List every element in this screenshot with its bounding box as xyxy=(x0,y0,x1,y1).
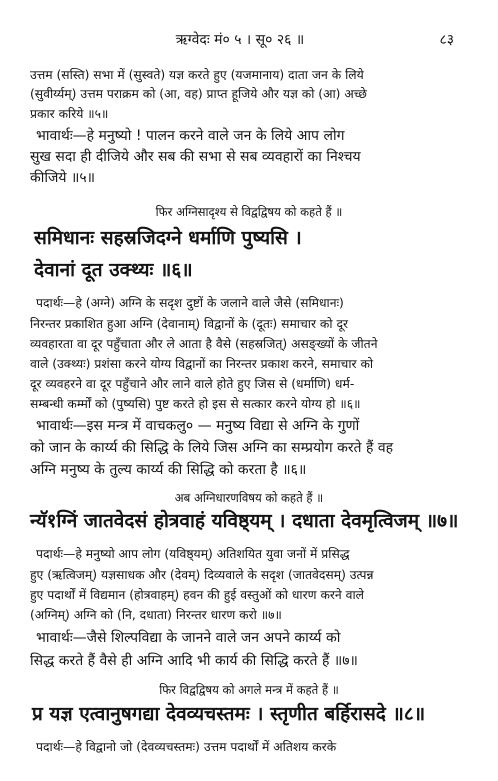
bhavartha-line: अग्नि मनुष्य के तुल्य कार्य्य की सिद्धि को करता है ॥६॥ xyxy=(30,462,307,478)
padartha-line: दूर व्यवहरने वा दूर पहुँचाने और लाने वाले होते हुए जिस से (धर्माणि) धर्म- xyxy=(30,377,355,391)
mantra-line: न्यॅ१ग्निं जातवेदसं होत्रवाहं यविष्ठ्यम् । दधाता देवमृत्विजम् ॥७॥ xyxy=(30,510,459,532)
bhavartha-line: भावार्थः—इस मन्त्र में वाचकलु० — मनुष्य विद्या से अग्नि के गुणों xyxy=(36,418,360,434)
bhavartha-line: सुख सदा ही दीजिये और सब की सभा से सब व्यवहारों का निश्चय xyxy=(30,149,361,165)
padartha-line: हुए (ऋत्विजम्) यज्ञसाधक और (देवम्) दिव्यवाले के सदृश (जातवेदसम्) उत्पन्न xyxy=(30,568,374,582)
padartha-line: व्यवहारता वा दूर पहुँचाता और ले आता है वैसे (सहस्रजित्) असङ्ख्यों के जीतने xyxy=(30,337,378,351)
padartha-line: सम्बन्धी कर्म्मों को (पुष्यसि) पुष्ट करते हो इस से सत्कार करने योग्य हो ॥६॥ xyxy=(30,397,361,411)
section-intro: फिर अग्निसादृश्य से विद्वद्विषय को कहते हैं ॥ xyxy=(155,205,343,219)
bhavartha-line: को जान के कार्य्य की सिद्धि के लिये जिस अग्नि का सम्प्रयोग करते हैं वह xyxy=(30,440,394,456)
padartha-line: पदार्थः—हे विद्वानो जो (देवव्यचस्तमः) उत्तम पदार्थों में अतिशय करके xyxy=(36,740,337,754)
padartha-line: निरन्तर प्रकाशित हुआ अग्नि (देवानाम्) विद्वानों के (दूतः) समाचार को दूर xyxy=(30,317,349,331)
mantra-line: प्र यज्ञ एत्वानुषगद्या देवव्यचस्तमः । स्तृणीत बर्हिरासदे ॥८॥ xyxy=(32,703,426,725)
page-number: ८३ xyxy=(439,32,454,48)
mantra-line: समिधानः सहस्रजिदग्ने धर्माणि पुष्यसि । xyxy=(34,227,302,249)
section-intro: फिर विद्वद्विषय को अगले मन्त्र में कहते हैं ॥ xyxy=(159,683,339,697)
bhavartha-line: भावार्थः—जैसे शिल्पविद्या के जानने वाले जन अपने कार्य्य को xyxy=(36,630,341,646)
mantra-line: देवानां दूत उक्थ्यः ॥६॥ xyxy=(34,259,193,281)
page-header xyxy=(0,30,498,50)
section-intro: अब अग्निधारणविषय को कहते हैं ॥ xyxy=(174,491,324,505)
padartha-line: हुए पदार्थों में विद्यमान (होत्रवाहम्) हवन की हुई वस्तुओं को धारण करने वाले xyxy=(30,588,365,602)
bhavartha-line: सिद्ध करते हैं वैसे ही अग्नि आदि भी कार्य की सिद्धि करते हैं ॥७॥ xyxy=(30,653,358,669)
text-line: प्रकार करिये ॥५॥ xyxy=(30,107,109,121)
padartha-line: वाले (उक्थ्यः) प्रशंसा करने योग्य विद्वानों का निरन्तर प्रकाश करने, समाचार को xyxy=(30,357,374,371)
padartha-line: (अग्निम्) अग्नि को (नि, दधाता) निरन्तर धारण करो ॥७॥ xyxy=(30,608,282,622)
bhavartha-line: कीजिये ॥५॥ xyxy=(30,170,96,186)
bhavartha-line: भावार्थः—हे मनुष्यो ! पालन करने वाले जन के लिये आप लोग xyxy=(36,128,345,144)
padartha-line: पदार्थः—हे मनुष्यो आप लोग (यविष्ठ्यम्) अतिशयित युवा जनों में प्रसिद्ध xyxy=(36,547,350,561)
padartha-line: पदार्थः—हे (अग्ने) अग्नि के सदृश दुष्टों के जलाने वाले जैसे (समिधानः) xyxy=(36,296,344,310)
text-line: (सुवीर्य्यम्) उत्तम पराक्रम को (आ, वह) प्राप्त हूजिये और यज्ञ को (आ) अच्छे xyxy=(30,87,367,101)
running-title: ऋग्वेदः मं० ५ । सू० २६ ॥ xyxy=(175,32,305,48)
text-line: उत्तम (सस्ति) सभा में (सुस्वते) यज्ञ करते हुए (यजमानाय) दाता जन के लिये xyxy=(30,68,364,82)
